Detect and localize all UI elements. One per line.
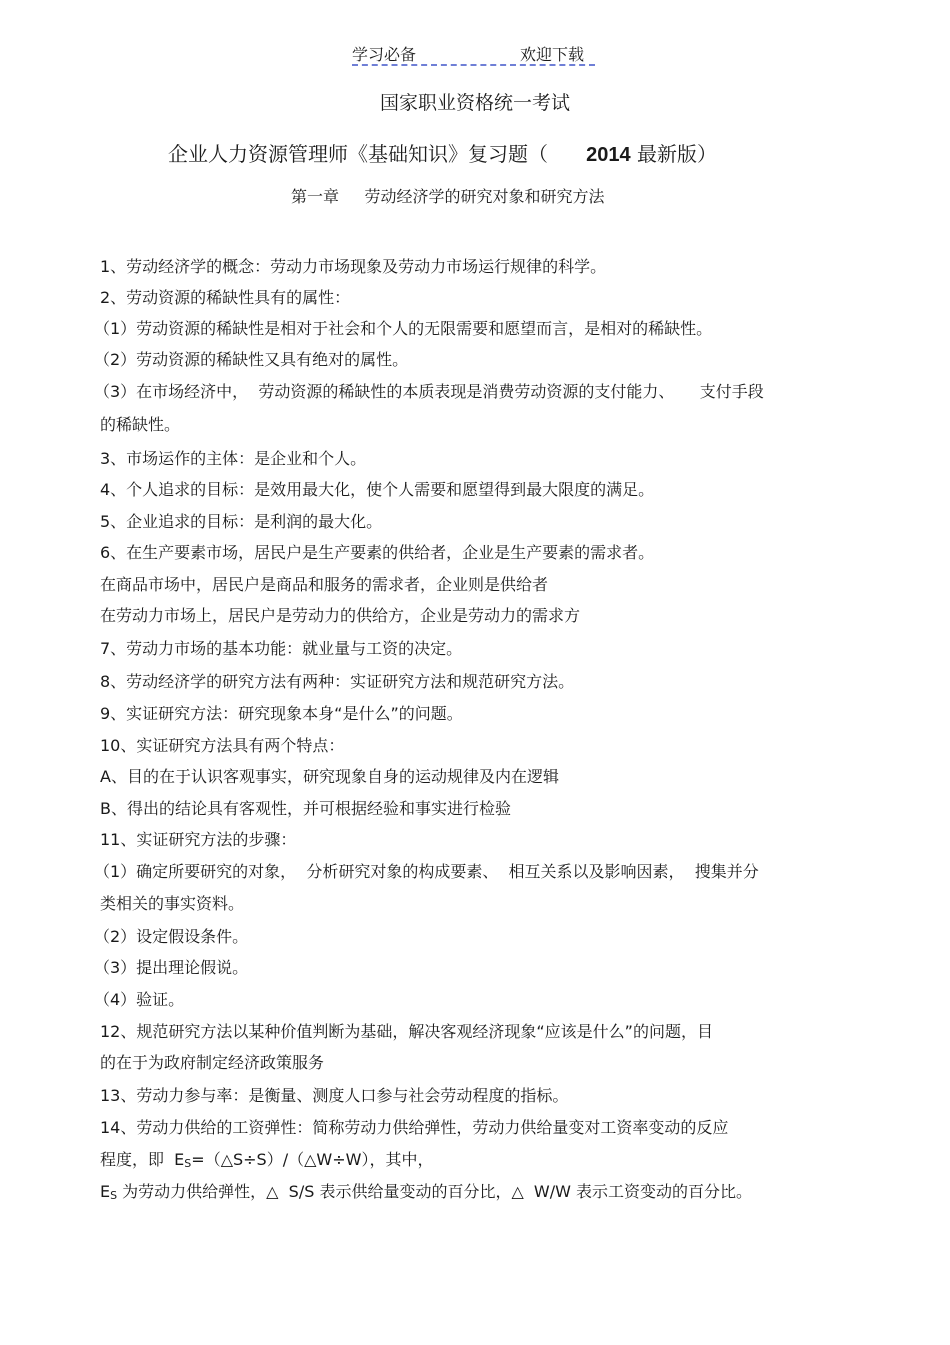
content-line: 4、个人追求的目标：是效用最大化，使个人需要和愿望得到最大限度的满足。 (100, 480, 655, 499)
content-line: 5、企业追求的目标：是利润的最大化。 (100, 512, 383, 531)
content-line: 13、劳动力参与率：是衡量、测度人口参与社会劳动程度的指标。 (100, 1086, 569, 1105)
content-line: 6、在生产要素市场，居民户是生产要素的供给者，企业是生产要素的需求者。 (100, 543, 655, 562)
content-line: （4）验证。 (94, 990, 185, 1009)
content-line: （2）设定假设条件。 (94, 927, 249, 946)
content-line: 8、劳动经济学的研究方法有两种：实证研究方法和规范研究方法。 (100, 672, 575, 691)
content-line: 2、劳动资源的稀缺性具有的属性： (100, 288, 351, 307)
content-line: 3、市场运作的主体：是企业和个人。 (100, 449, 367, 468)
formula-text: E (100, 1182, 111, 1201)
content-line: 类相关的事实资料。 (100, 894, 245, 913)
formula-explanation-line (100, 1182, 752, 1206)
subtitle-prefix: 企业人力资源管理师《基础知识》复习题（ (168, 142, 548, 166)
content-line: A、目的在于认识客观事实，研究现象自身的运动规律及内在逻辑 (100, 767, 559, 786)
content-line: 的在于为政府制定经济政策服务 (100, 1053, 325, 1072)
formula-text: =（△S÷S）/（△W÷W），其中， (191, 1150, 434, 1169)
content-line: （2）劳动资源的稀缺性又具有绝对的属性。 (94, 350, 409, 369)
content-line: 1、劳动经济学的概念：劳动力市场现象及劳动力市场运行规律的科学。 (100, 257, 607, 276)
header-left-text: 学习必备 (352, 45, 417, 64)
document-title: 国家职业资格统一考试 (379, 92, 570, 114)
content-line: 在劳动力市场上，居民户是劳动力的供给方，企业是劳动力的需求方 (100, 606, 581, 625)
page-header (352, 40, 595, 66)
content-line: （1）确定所要研究的对象， 分析研究对象的构成要素、 相互关系以及影响因素， 搜集并分 (94, 862, 759, 881)
formula-text: 为劳动力供给弹性，△ S/S 表示供给量变动的百分比，△ W/W 表示工资变动的百分比。 (117, 1182, 753, 1201)
content-line: 11、实证研究方法的步骤： (100, 830, 297, 849)
formula-line (100, 1150, 433, 1174)
content-line: 在商品市场中，居民户是商品和服务的需求者，企业则是供给者 (100, 575, 549, 594)
content-line: 的稀缺性。 (100, 415, 181, 434)
content-line: 14、劳动力供给的工资弹性：简称劳动力供给弹性，劳动力供给量变对工资率变动的反应 (100, 1118, 729, 1137)
content-line: B、得出的结论具有客观性，并可根据经验和事实进行检验 (100, 799, 511, 818)
content-line: （1）劳动资源的稀缺性是相对于社会和个人的无限需要和愿望而言，是相对的稀缺性。 (94, 319, 713, 338)
subtitle-year: 2014 (586, 144, 631, 166)
content-line: （3）提出理论假说。 (94, 958, 249, 977)
header-right-text: 欢迎下载 (520, 45, 585, 64)
chapter-name: 劳动经济学的研究对象和研究方法 (364, 187, 605, 206)
content-line: 9、实证研究方法：研究现象本身“是什么”的问题。 (100, 704, 463, 723)
formula-text: 程度，即 E (100, 1150, 185, 1169)
formula-subscript: S (184, 1157, 192, 1170)
formula-subscript: S (110, 1189, 118, 1202)
subtitle-suffix: 最新版） (637, 142, 718, 166)
chapter-label: 第一章 (291, 187, 340, 206)
content-line: 10、实证研究方法具有两个特点： (100, 736, 345, 755)
content-line: 12、规范研究方法以某种价值判断为基础，解决客观经济现象“应该是什么”的问题，目 (100, 1022, 713, 1041)
header-dashed-rule (352, 64, 595, 66)
content-line: （3）在市场经济中， 劳动资源的稀缺性的本质表现是消费劳动资源的支付能力、 支付手段 (94, 382, 764, 401)
chapter-heading (291, 184, 604, 207)
document-subtitle (168, 138, 717, 167)
content-line: 7、劳动力市场的基本功能：就业量与工资的决定。 (100, 639, 463, 658)
